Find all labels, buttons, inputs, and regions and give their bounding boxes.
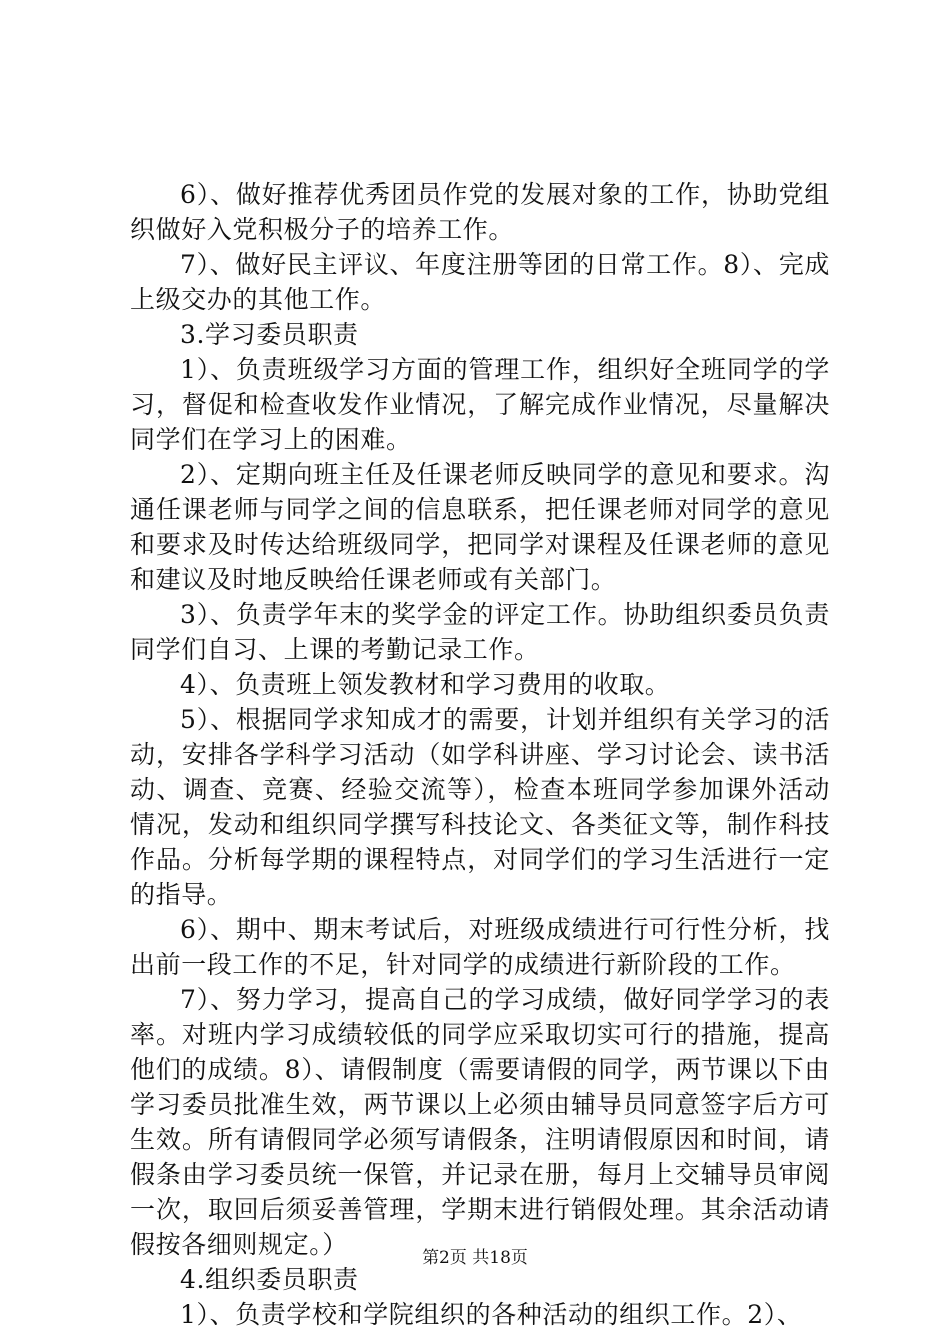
paragraph: 3）、负责学年末的奖学金的评定工作。协助组织委员负责同学们自习、上课的考勤记录工作。 [130,600,830,664]
paragraph: 1）、负责学校和学院组织的各种活动的组织工作。2）、 [180,1300,803,1329]
paragraph: 6）、做好推荐优秀团员作党的发展对象的工作，协助党组织做好入党积极分子的培养工作。 [130,180,830,244]
paragraph: 2）、定期向班主任及任课老师反映同学的意见和要求。沟通任课老师与同学之间的信息联系，把任课老师对同学的意见和要求及时传达给班级同学，把同学对课程及任课老师的意见和建议及时地反映给任课老师或有关部门。 [130,460,830,594]
paragraph: 4）、负责班上领发教材和学习费用的收取。 [180,670,671,699]
paragraph: 7）、努力学习，提高自己的学习成绩，做好同学学习的表率。对班内学习成绩较低的同学应采取切实可行的措施，提高他们的成绩。8）、请假制度（需要请假的同学，两节课以下由学习委员批准生效，两节课以上必须由辅导员同意签字后方可生效。所有请假同学必须写请假条，注明请假原因和时间，请假条由学习委员统一保管，并记录在册，每月上交辅导员审阅一次，取回后须妥善管理，学期末进行销假处理。其余活动请假按各细则规定。） [130,985,830,1259]
section-heading: 3.学习委员职责 [180,320,359,349]
paragraph: 7）、做好民主评议、年度注册等团的日常工作。8）、完成上级交办的其他工作。 [130,250,830,314]
document-body [130,177,830,1332]
paragraph: 6）、期中、期末考试后，对班级成绩进行可行性分析，找出前一段工作的不足，针对同学的成绩进行新阶段的工作。 [130,915,830,979]
paragraph: 5）、根据同学求知成才的需要，计划并组织有关学习的活动，安排各学科学习活动（如学科讲座、学习讨论会、读书活动、调查、竞赛、经验交流等），检查本班同学参加课外活动情况，发动和组织同学撰写科技论文、各类征文等，制作科技作品。分析每学期的课程特点，对同学们的学习生活进行一定的指导。 [130,705,830,909]
page-number-footer: 第2页 共18页 [422,1248,528,1268]
section-heading: 4.组织委员职责 [180,1265,359,1294]
paragraph: 1）、负责班级学习方面的管理工作，组织好全班同学的学习，督促和检查收发作业情况，了解完成作业情况，尽量解决同学们在学习上的困难。 [130,355,830,454]
